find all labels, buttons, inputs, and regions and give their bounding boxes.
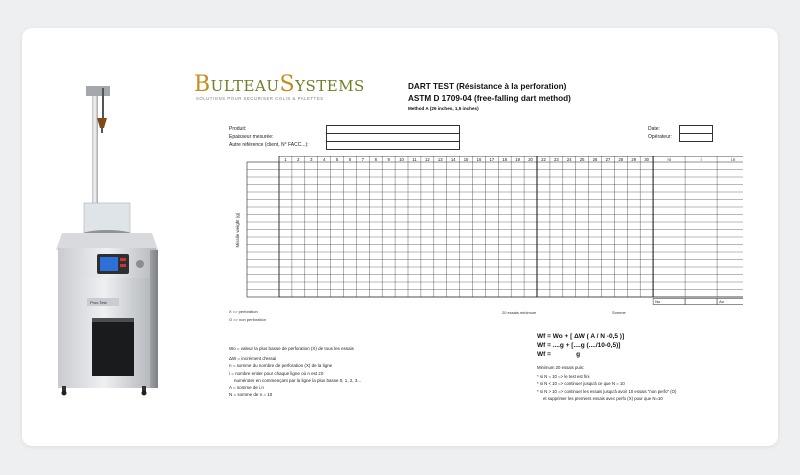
column-header: 30 [644,156,649,162]
method-label: Method A (26 inches, 1,5 inches) [408,106,479,111]
column-header: 1 [284,156,287,162]
column-header: 23 [554,156,559,162]
dart-drop-tester-image [22,28,202,446]
sum-box-label: Ao [719,299,725,304]
sum-box-label: No [655,299,661,304]
column-header: 8 [374,156,377,162]
formula-line: Wf = ....g + [....g (..../10-0,5)] [537,342,621,349]
column-header: 9 [387,156,390,162]
results-grid [229,156,743,318]
column-header: 20 [528,156,533,162]
column-header: 18 [502,156,508,162]
sum-box [685,299,717,305]
operateur-field[interactable] [679,133,713,142]
autre-reference-label: Autre référence (client, N° FACC...): [229,142,309,148]
definition-line: i = nombre entier pour chaque ligne où n est ≠0 [229,370,324,376]
note-line: et supprimer les premiers essais avec perfo (X) pour que N=10 [537,395,663,401]
column-header: 28 [618,156,624,162]
definition-line: N = somme de n = 10 [229,392,273,398]
content-card [22,28,778,446]
instructions-block [537,364,676,402]
column-header: 2 [297,156,300,162]
column-header: ni [667,156,671,162]
column-header: 11 [412,156,417,162]
document-header [408,81,571,113]
column-header: 10 [399,156,404,162]
definitions-block [229,345,361,398]
column-header: 13 [437,156,443,162]
column-header: 29 [631,156,637,162]
note-line: * si N = 10 => le test est fini [537,374,590,380]
column-header: 16 [476,156,482,162]
definition-line: numéroter en commençant par la ligne la plus basse 0, 1, 2, 3... [229,377,362,383]
column-header: 3 [310,156,313,162]
formula-line: Wf = g [537,351,581,358]
column-header: 19 [515,156,520,162]
column-header: 5 [335,156,339,162]
autre-reference-field[interactable] [326,141,460,150]
column-header: 7 [361,156,365,162]
note-line: * si N > 10 => continuer les essais jusqu'à avoir 10 essais "non perfo" (O) [537,388,677,394]
note-line: Minimum 20 essais puis: [537,365,585,370]
svg-text:Proc.Test: Proc.Test [90,300,107,305]
column-header: 4 [322,156,326,162]
column-header: i.n [730,156,736,162]
column-header: 15 [463,156,469,162]
note-line: * si N < 10 => continuer jusqu'à ce que N = 10 [537,381,625,387]
epaisseur-label: Epaisseur mesurée: [229,134,274,140]
minimum-tests-note: 20 essais minimum [502,310,537,315]
document-subtitle: ASTM D 1709-04 (free-falling dart method) [408,94,571,103]
produit-label: Produit: [229,126,247,132]
logo-tagline: SOLUTIONS POUR SECURISER COLIS & PALETTES [196,96,324,101]
column-header: i [700,156,702,162]
legend-perforation: X => perforation [229,309,258,314]
document-title: DART TEST (Résistance à la perforation) [408,82,567,91]
column-header: 22 [541,156,546,162]
legend-non-perforation: O => non perforation [229,317,266,322]
date-label: Date: [648,126,660,132]
definition-line: A = somme de i.n [229,385,264,391]
y-axis-label: Missile weight (g) [235,212,240,248]
definition-line: Wo = valeur la plus basse de perforation (X) de tous les essais [229,346,354,351]
column-header: 6 [348,156,352,162]
operateur-label: Opérateur: [648,134,672,140]
formula-block [537,332,624,359]
column-header: 27 [605,156,611,162]
column-header: 12 [425,156,430,162]
somme-label: Somme [612,310,626,315]
bulteau-systems-logo: BULTEAUSYSTEMS SOLUTIONS POUR SECURISER COLIS & PALETTES [194,72,365,101]
column-header: 26 [592,156,598,162]
column-header: 17 [489,156,495,162]
definition-line: n = somme du nombre de perforation (X) de la ligne [229,363,333,369]
formula-line: Wf = Wo + [ ΔW ( A / N -0,5 )] [537,333,625,340]
column-header: 24 [566,156,572,162]
column-header: 25 [579,156,585,162]
definition-line: ΔW = incrément d'essai [229,356,277,362]
column-header: 14 [450,156,456,162]
